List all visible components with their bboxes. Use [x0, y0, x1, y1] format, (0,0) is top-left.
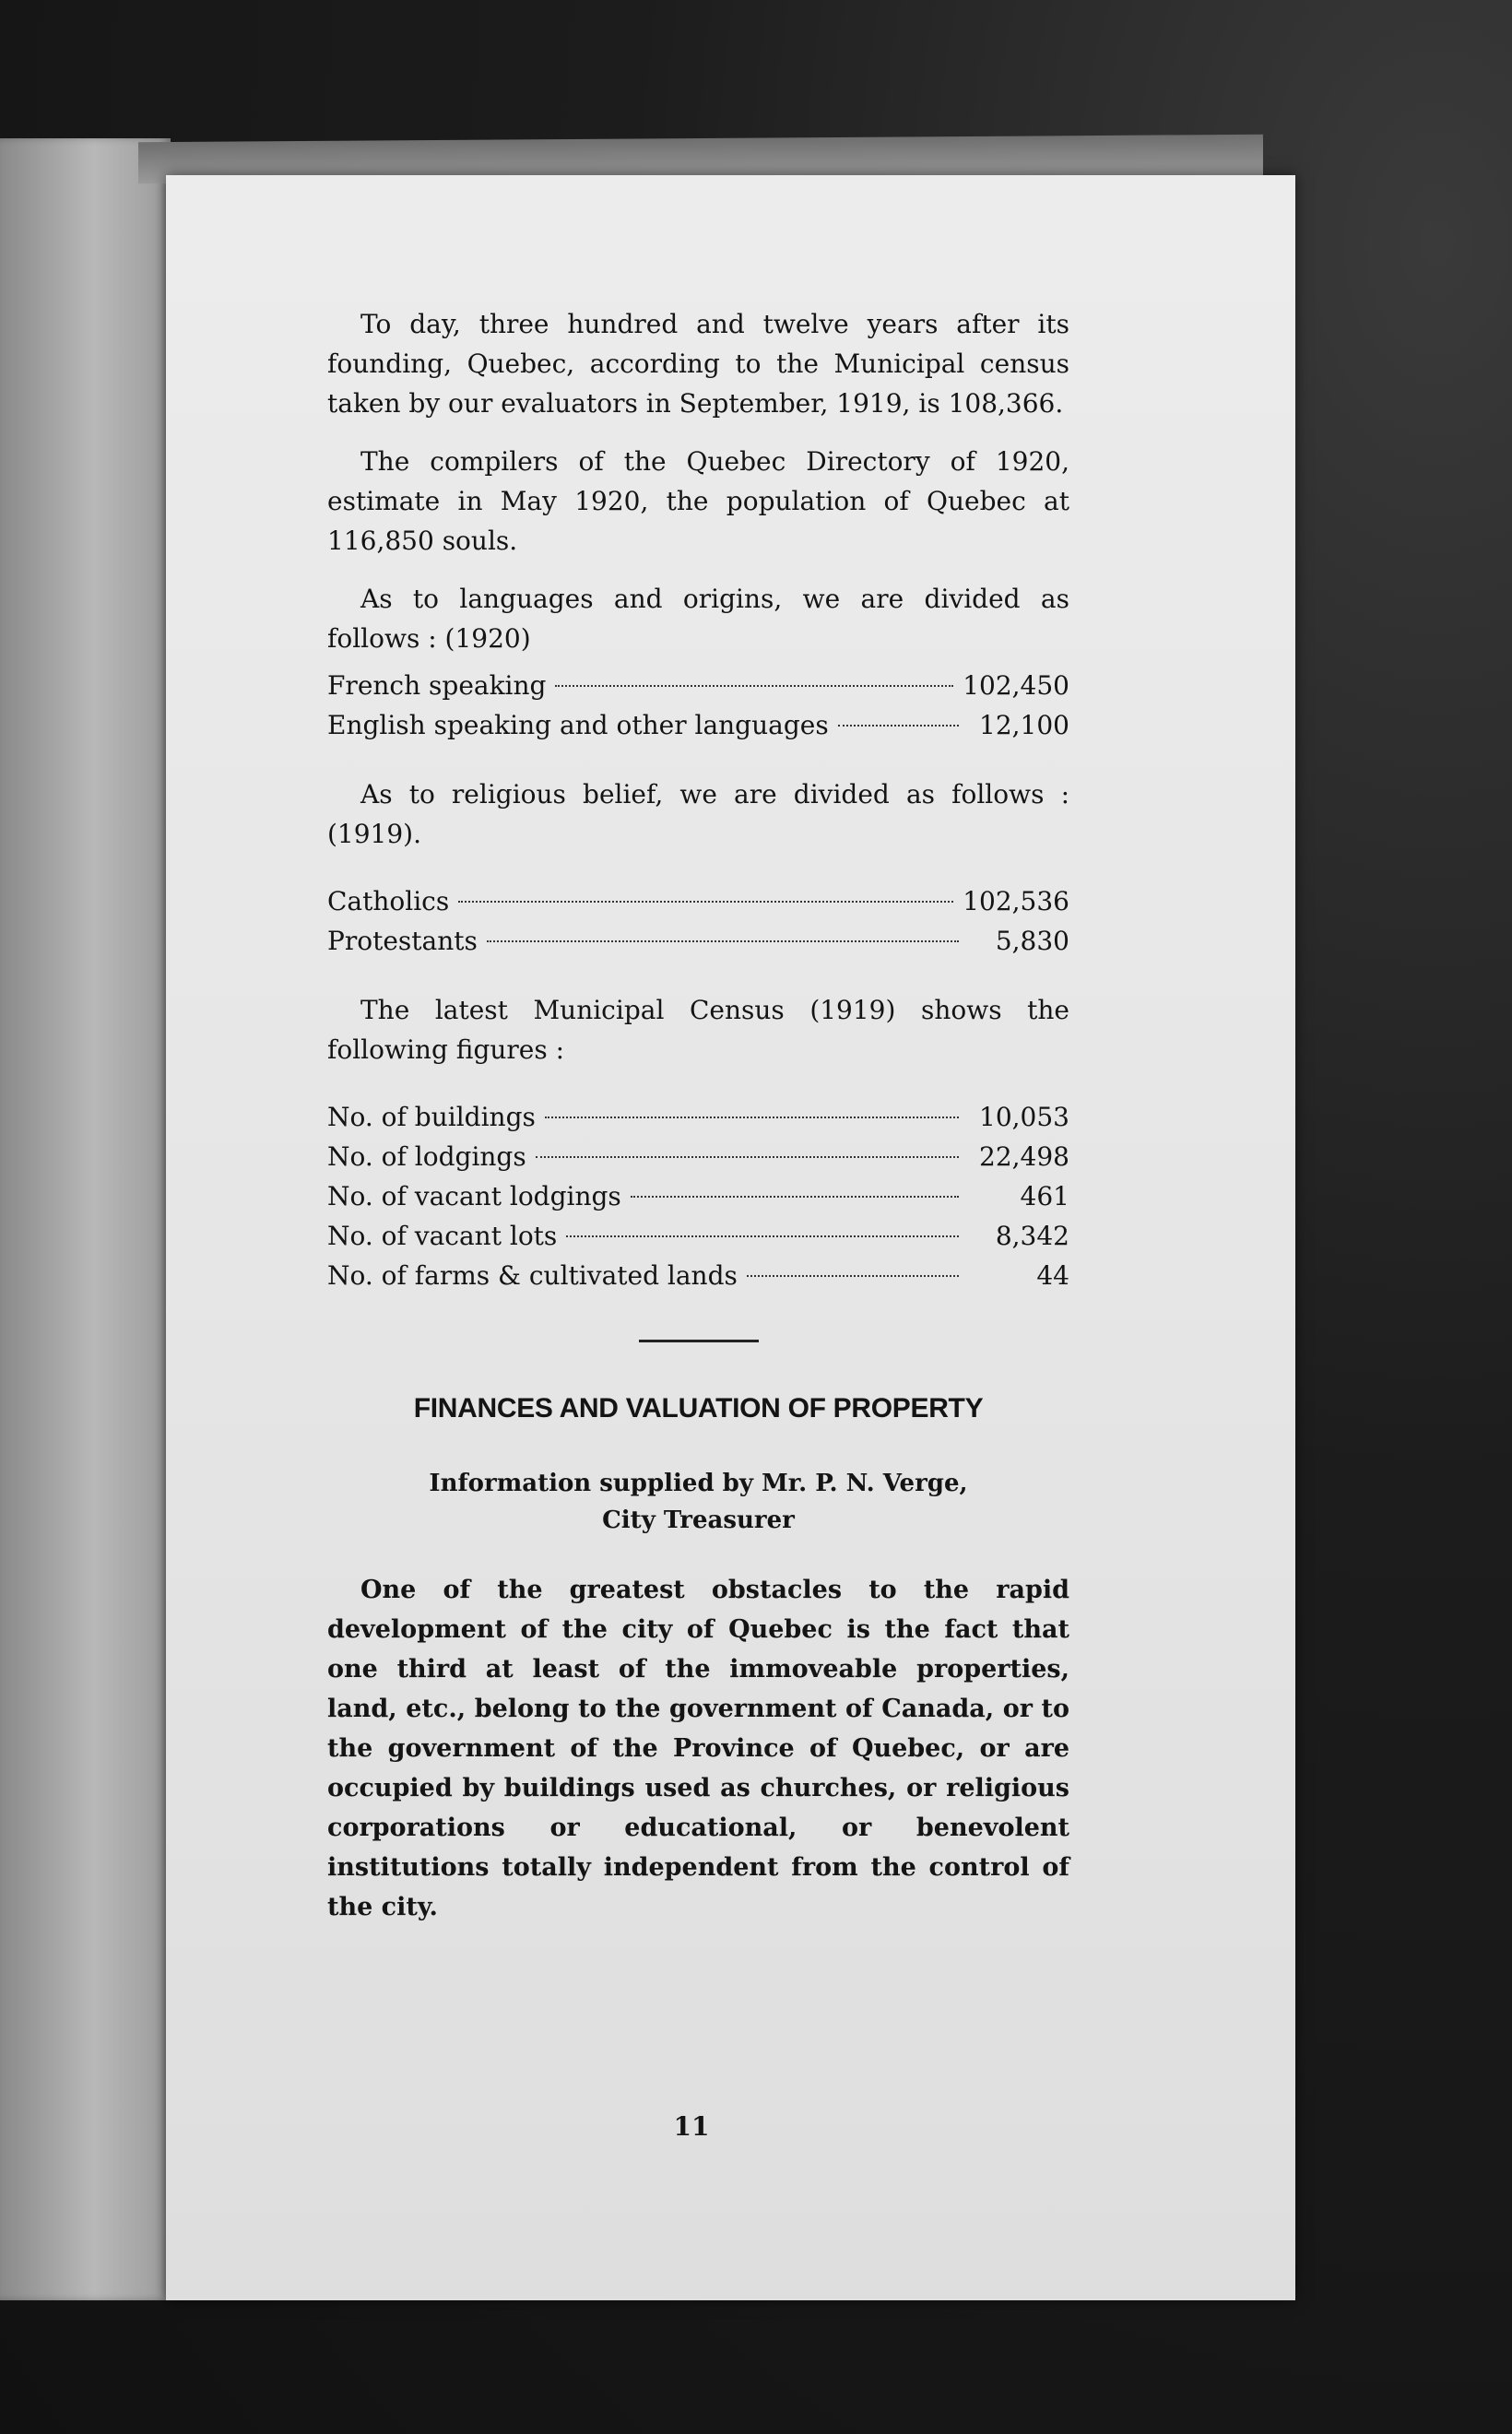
row-label: No. of vacant lots [327, 1221, 558, 1251]
table-row [327, 1137, 1069, 1176]
row-value: 102,450 [963, 670, 1069, 701]
intro-paragraph-1: To day, three hundred and twelve years after its founding, Quebec, according to the Municipal census taken by our evaluators in September, 1919, is 108,366. [327, 309, 1069, 419]
table-row [327, 1097, 1069, 1137]
table-row [327, 1176, 1069, 1216]
page-number: 11 [673, 2111, 710, 2142]
row-value: 102,536 [963, 886, 1069, 916]
row-label: French speaking [327, 670, 547, 701]
dot-leader [747, 1275, 959, 1277]
section-subheading [327, 1465, 1069, 1539]
table-row [327, 666, 1069, 705]
row-label: No. of farms & cultivated lands [327, 1260, 738, 1291]
row-label: No. of lodgings [327, 1141, 526, 1172]
left-page-edge [0, 138, 171, 2300]
row-label: No. of buildings [327, 1102, 536, 1132]
dot-leader [631, 1196, 959, 1198]
row-value: 12,100 [979, 710, 1069, 740]
row-label: English speaking and other languages [327, 710, 829, 740]
dot-leader [458, 901, 953, 903]
intro-paragraph-3: As to languages and origins, we are divided as follows : (1920) [327, 584, 1069, 654]
subheading-line-2: City Treasurer [602, 1506, 795, 1534]
census-table [327, 1097, 1069, 1295]
dot-leader [566, 1235, 959, 1237]
row-value: 8,342 [995, 1221, 1069, 1251]
table-row [327, 1216, 1069, 1256]
row-value: 44 [1036, 1260, 1069, 1291]
row-value: 5,830 [995, 926, 1069, 956]
row-label: Protestants [327, 926, 478, 956]
dot-leader [536, 1156, 959, 1158]
subheading-line-1: Information supplied by Mr. P. N. Verge, [429, 1470, 968, 1497]
languages-table [327, 666, 1069, 745]
dot-leader [487, 940, 959, 942]
table-row [327, 1256, 1069, 1295]
row-label: No. of vacant lodgings [327, 1181, 621, 1211]
dot-leader [838, 725, 959, 727]
page-content [327, 304, 1069, 1927]
religion-table [327, 881, 1069, 961]
intro-paragraph-2: The compilers of the Quebec Directory of 1920, estimate in May 1920, the population of Quebec at 116,850 souls. [327, 446, 1069, 556]
row-value: 461 [1020, 1181, 1069, 1211]
table-row [327, 705, 1069, 745]
dot-leader [545, 1117, 959, 1118]
row-value: 22,498 [979, 1141, 1069, 1172]
finances-paragraph: One of the greatest obstacles to the rapid development of the city of Quebec is the fact that one third at least of the immoveable properties, land, etc., belong to the government of Canada, or to the government of the Province of Quebec, or are occupied by buildings used as churches, or religious corporations or educational, or benevolent institutions totally independent from the control of the city. [327, 1576, 1069, 1921]
religion-intro: As to religious belief, we are divided as follows : (1919). [327, 779, 1069, 849]
row-value: 10,053 [979, 1102, 1069, 1132]
row-label: Catholics [327, 886, 450, 916]
dot-leader [555, 685, 953, 687]
census-intro: The latest Municipal Census (1919) shows the following figures : [327, 995, 1069, 1065]
section-divider [639, 1340, 759, 1342]
section-heading: FINANCES AND VALUATION OF PROPERTY [413, 1393, 984, 1424]
table-row [327, 921, 1069, 961]
table-row [327, 881, 1069, 921]
